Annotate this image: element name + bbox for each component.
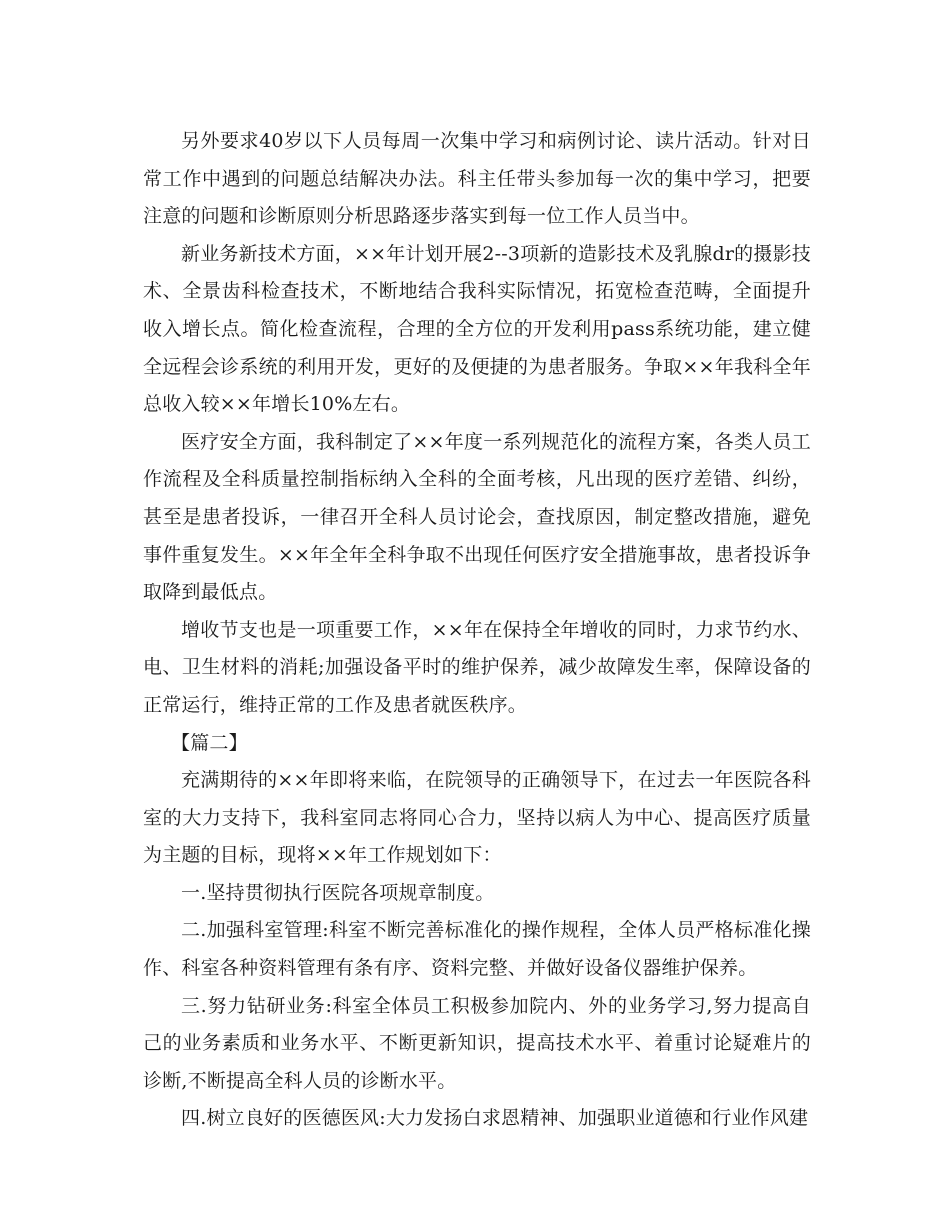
paragraph-study-plan: 另外要求40岁以下人员每周一次集中学习和病例讨论、读片活动。针对日常工作中遇到的问题总结解决办法。科主任带头参加每一次的集中学习，把要注意的问题和诊断原则分析思路逐步落实到每一位工作人员当中。 xyxy=(143,130,811,228)
paragraph-new-technology: 新业务新技术方面，××年计划开展2--3项新的造影技术及乳腺dr的摄影技术、全景齿科检查技术，不断地结合我科实际情况，拓宽检查范畴，全面提升收入增长点。简化检查流程，合理的全方位的开发利用pass系统功能，建立健全远程会诊系统的利用开发，更好的及便捷的为患者服务。争取××年我科全年总收入较××年增长10%左右。 xyxy=(143,242,811,416)
paragraph-cost-saving: 增收节支也是一项重要工作，××年在保持全年增收的同时，力求节约水、电、卫生材料的消耗;加强设备平时的维护保养，减少故障发生率，保障设备的正常运行，维持正常的工作及患者就医秩序。 xyxy=(143,618,811,716)
document-body xyxy=(143,123,811,1138)
list-item-rules: 一.坚持贯彻执行医院各项规章制度。 xyxy=(181,881,495,904)
list-item-ethics: 四.树立良好的医德医风:大力发扬白求恩精神、加强职业道德和行业作风建 xyxy=(181,1107,809,1130)
list-item-management: 二.加强科室管理:科室不断完善标准化的操作规程，全体人员严格标准化操作、科室各种资料管理有条有序、资料完整、并做好设备仪器维护保养。 xyxy=(143,919,811,980)
paragraph-intro: 充满期待的××年即将来临，在院领导的正确领导下，在过去一年医院各科室的大力支持下，我科室同志将同心合力，坚持以病人为中心、提高医疗质量为主题的目标，现将××年工作规划如下： xyxy=(143,769,811,867)
list-item-study: 三.努力钻研业务:科室全体员工积极参加院内、外的业务学习,努力提高自己的业务素质和业务水平、不断更新知识，提高技术水平、着重讨论疑难片的诊断,不断提高全科人员的诊断水平。 xyxy=(143,994,811,1092)
section-title: 【篇二】 xyxy=(171,731,248,754)
paragraph-medical-safety: 医疗安全方面，我科制定了××年度一系列规范化的流程方案，各类人员工作流程及全科质量控制指标纳入全科的全面考核，凡出现的医疗差错、纠纷，甚至是患者投诉，一律召开全科人员讨论会，查找原因，制定整改措施，避免事件重复发生。××年全年全科争取不出现任何医疗安全措施事故，患者投诉争取降到最低点。 xyxy=(143,430,811,604)
